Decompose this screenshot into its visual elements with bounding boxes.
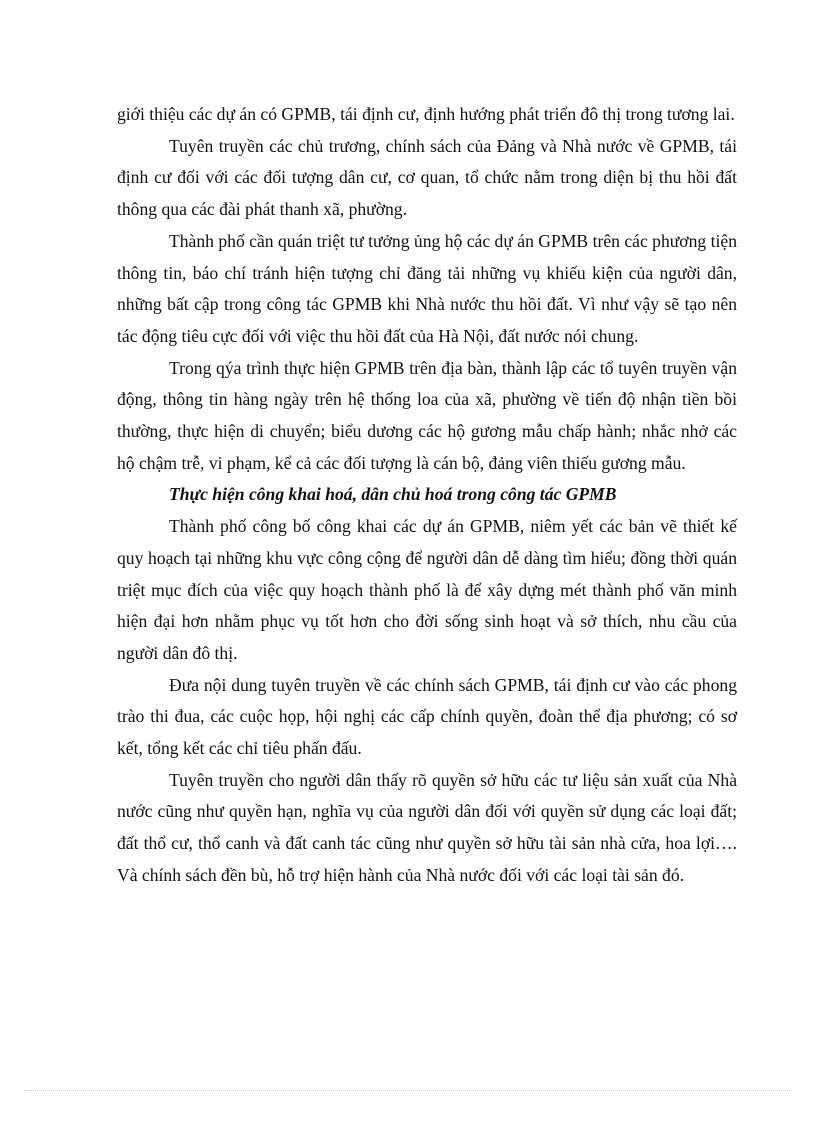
page-divider — [24, 1090, 792, 1091]
paragraph-continuation: giới thiệu các dự án có GPMB, tái định cư, định hướng phát triển đô thị trong tương lai. — [117, 104, 735, 124]
document-body — [117, 99, 737, 892]
paragraph: Đưa nội dung tuyên truyền về các chính sách GPMB, tái định cư vào các phong trào thi đua, các cuộc họp, hội nghị các cấp chính quyền, đoàn thể địa phương; có sơ kết, tổng kết các chỉ tiêu phấn đấu. — [117, 674, 737, 759]
paragraph: Thành phố công bố công khai các dự án GPMB, niêm yết các bản vẽ thiết kế quy hoạch tại những khu vực công cộng để người dân dễ dàng tìm hiểu; đồng thời quán triệt mục đích của việc quy hoạch thành phố là để xây dựng mét thành phố văn minh hiện đại hơn nhằm phục vụ tốt hơn cho đời sống sinh hoạt và sở thích, nhu cầu của người dân đô thị. — [117, 516, 737, 663]
section-heading: Thực hiện công khai hoá, dân chủ hoá trong công tác GPMB — [169, 484, 617, 505]
paragraph: Tuyên truyền cho người dân thấy rõ quyền sở hữu các tư liệu sản xuất của Nhà nước cũng như quyền hạn, nghĩa vụ của người dân đối với quyền sử dụng các loại đất; đất thổ cư, thổ canh và đất canh tác cũng như quyền sở hữu tài sản nhà cửa, hoa lợi…. Và chính sách đền bù, hỗ trợ hiện hành của Nhà nước đối với các loại tài sản đó. — [117, 769, 737, 885]
paragraph: Tuyên truyền các chủ trương, chính sách của Đảng và Nhà nước về GPMB, tái định cư đối với các đối tượng dân cư, cơ quan, tổ chức nằm trong diện bị thu hồi đất thông qua các đài phát thanh xã, phường. — [117, 135, 737, 220]
paragraph: Trong qýa trình thực hiện GPMB trên địa bàn, thành lập các tổ tuyên truyền vận động, thông tin hàng ngày trên hệ thống loa của xã, phường về tiến độ nhận tiền bồi thường, thực hiện di chuyển; biểu dương các hộ gương mẫu chấp hành; nhắc nhở các hộ chậm trễ, vi phạm, kể cả các đối tượng là cán bộ, đảng viên thiếu gương mẫu. — [117, 357, 737, 473]
paragraph: Thành phố cần quán triệt tư tưởng ủng hộ các dự án GPMB trên các phương tiện thông tin, báo chí tránh hiện tượng chỉ đăng tải những vụ khiếu kiện của người dân, những bất cập trong công tác GPMB khi Nhà nước thu hồi đất. Vì như vậy sẽ tạo nên tác động tiêu cực đối với việc thu hồi đất của Hà Nội, đất nước nói chung. — [117, 230, 737, 346]
